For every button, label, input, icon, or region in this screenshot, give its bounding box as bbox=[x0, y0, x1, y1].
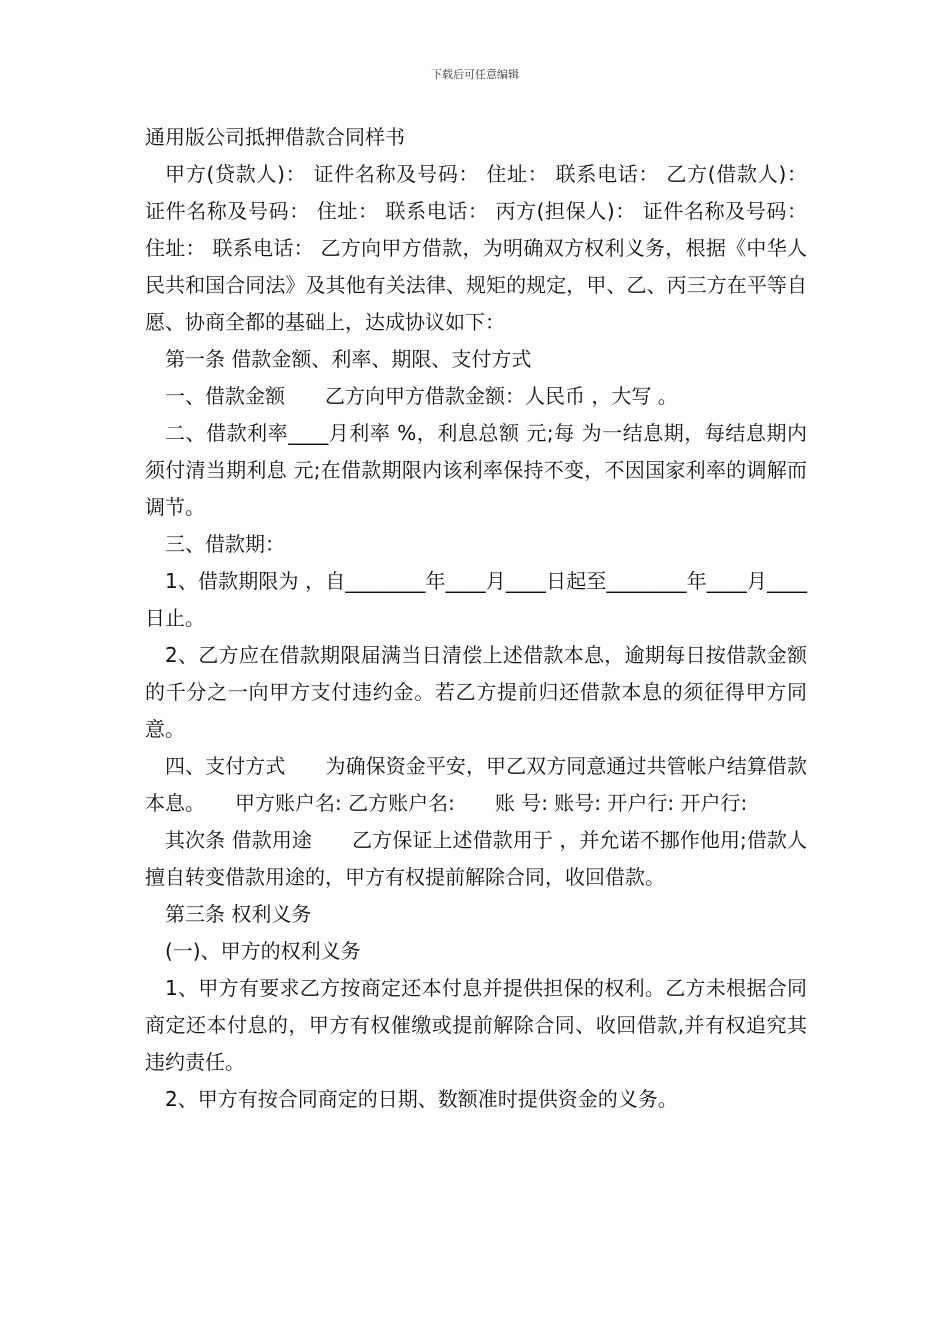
paragraph-lender-right-1: 1、甲方有要求乙方按商定还本付息并提供担保的权利。乙方未根据合同商定还本付息的，甲方有权催缴或提前解除合同、收回借款,并有权追究其违约责任。 bbox=[145, 976, 807, 1074]
paragraph-lender-rights-heading: (一)、甲方的权利义务 bbox=[165, 939, 361, 963]
document-title: 通用版公司抵押借款合同样书 bbox=[145, 125, 405, 149]
paragraph-article-3-heading: 第三条 权利义务 bbox=[165, 902, 312, 926]
paragraph-article-1-heading: 第一条 借款金额、利率、期限、支付方式 bbox=[165, 347, 532, 371]
paragraph-parties: 甲方(贷款人)： 证件名称及号码： 住址： 联系电话： 乙方(借款人)： 证件名称及号码： 住址： 联系电话： 丙方(担保人)： 证件名称及号码： 住址： 联系电话： 乙方向甲方借款，为明确双方权利义务，根据《中华人民共和国合同法》及其他有关法律、规矩的规定，甲、乙、丙三方在平等自愿、协商全都的基础上，达成协议如下： bbox=[145, 162, 807, 334]
paragraph-interest-rate: 二、借款利率____月利率 %，利息总额 元;每 为一结息期，每结息期内须付清当期利息 元;在借款期限内该利率保持不变，不因国家利率的调解而调节。 bbox=[145, 421, 807, 519]
paragraph-loan-purpose: 其次条 借款用途 乙方保证上述借款用于 ，并允诺不挪作他用;借款人擅自转变借款用途的，甲方有权提前解除合同，收回借款。 bbox=[145, 828, 807, 889]
paragraph-lender-right-2: 2、甲方有按合同商定的日期、数额准时提供资金的义务。 bbox=[165, 1087, 678, 1111]
paragraph-repayment: 2、乙方应在借款期限届满当日清偿上述借款本息，逾期每日按借款金额的千分之一向甲方支付违约金。若乙方提前归还借款本息的须征得甲方同意。 bbox=[145, 643, 807, 741]
paragraph-loan-term-heading: 三、借款期： bbox=[165, 532, 285, 556]
paragraph-loan-amount: 一、借款金额 乙方向甲方借款金额：人民币 ，大写 。 bbox=[165, 384, 678, 408]
paragraph-payment-method: 四、支付方式 为确保资金平安，甲乙双方同意通过共管帐户结算借款本息。 甲方账户名: 乙方账户名: 账 号: 账号: 开户行: 开户行: bbox=[145, 754, 807, 815]
header-note: 下载后可任意编辑 bbox=[431, 68, 519, 81]
paragraph-loan-term: 1、借款期限为 ，自________年____月____日起至________年____月____日止。 bbox=[145, 569, 807, 630]
document-body bbox=[145, 119, 807, 1118]
